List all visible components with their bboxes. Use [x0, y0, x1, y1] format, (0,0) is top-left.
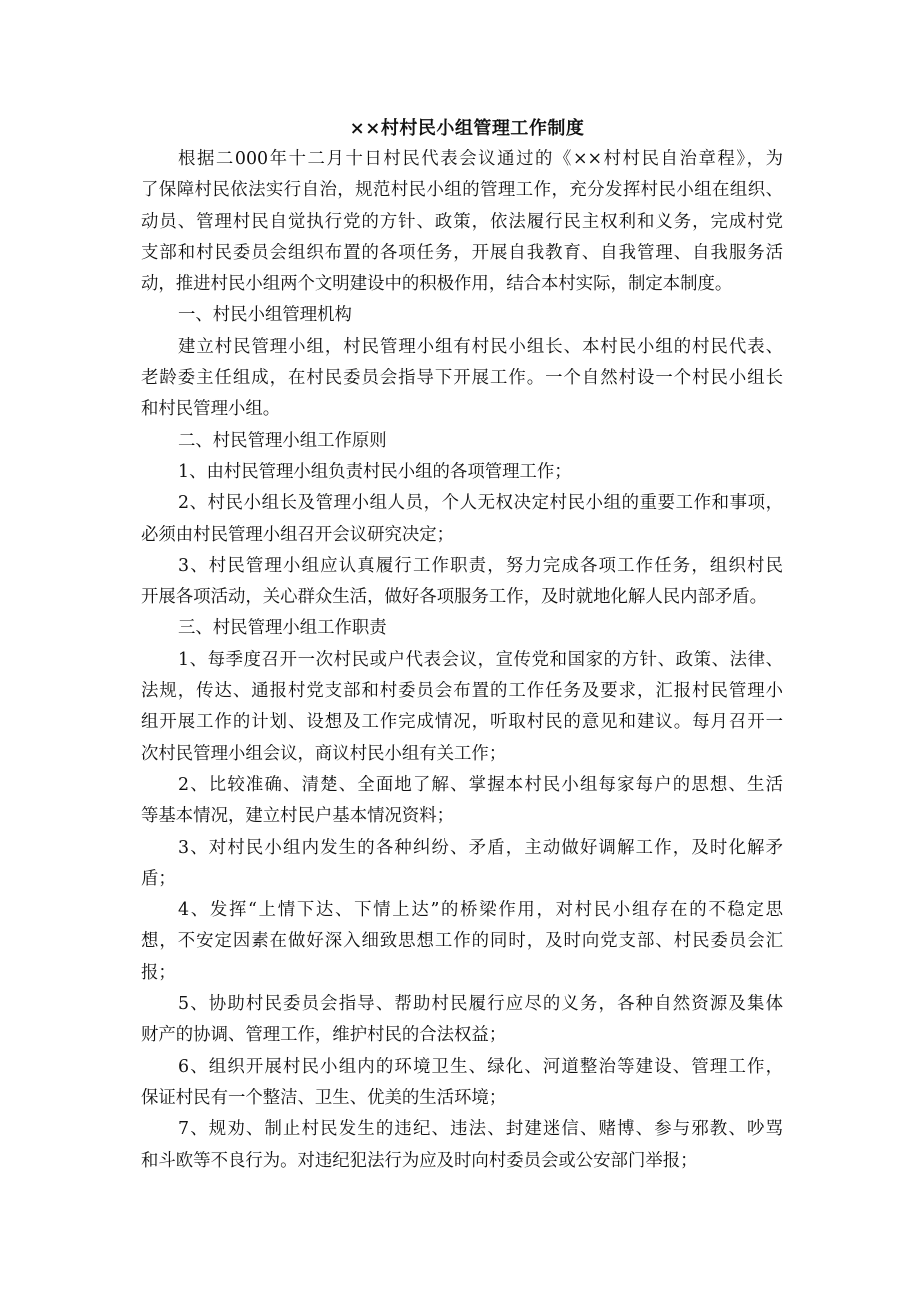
paragraph: [141, 457, 783, 488]
text-line: 组开展工作的计划、设想及工作完成情况，听取村民的意见和建议。每月召开一: [141, 712, 783, 733]
document-page: [141, 118, 783, 1177]
text-line: 5、协助村民委员会指导、帮助村民履行应尽的义务，各种自然资源及集体: [178, 994, 783, 1015]
text-line: 财产的协调、管理工作，维护村民的合法权益；: [141, 1025, 507, 1046]
text-line: 想，不安定因素在做好深入细致思想工作的同时，及时向党支部、村民委员会汇: [141, 931, 783, 952]
paragraph: [141, 989, 783, 1052]
text-line: 根据二000年十二月十日村民代表会议通过的《××村村民自治章程》，为: [178, 149, 783, 169]
text-line: 二、村民管理小组工作原则: [178, 430, 387, 451]
paragraph: [141, 1114, 783, 1177]
text-line: 保证村民有一个整洁、卫生、优美的生活环境；: [141, 1087, 507, 1108]
text-line: 老龄委主任组成，在村民委员会指导下开展工作。一个自然村设一个村民小组长: [141, 368, 783, 389]
text-line: 2、比较准确、清楚、全面地了解、掌握本村民小组每家每户的思想、生活: [178, 774, 783, 795]
text-line: 和斗欧等不良行为。对违纪犯法行为应及时向村委员会或公安部门举报；: [141, 1150, 698, 1171]
text-line: 报；: [141, 962, 176, 983]
paragraph: [141, 895, 783, 989]
paragraph: [141, 551, 783, 614]
text-line: 开展各项活动，关心群众生活，做好各项服务工作，及时就地化解人民内部矛盾。: [141, 587, 768, 608]
text-line: 6、组织开展村民小组内的环境卫生、绿化、河道整治等建设、管理工作，: [178, 1056, 783, 1077]
document-body: [141, 144, 783, 1177]
text-line: 支部和村民委员会组织布置的各项任务，开展自我教育、自我管理、自我服务活: [141, 242, 783, 263]
section-heading: [141, 613, 783, 644]
paragraph: [141, 770, 783, 833]
text-line: 必须由村民管理小组召开会议研究决定；: [141, 524, 455, 545]
text-line: 4、发挥“上情下达、下情上达”的桥梁作用，对村民小组存在的不稳定思: [178, 900, 783, 921]
text-line: 1、每季度召开一次村民或户代表会议，宣传党和国家的方针、政策、法律、: [178, 649, 783, 670]
paragraph: [141, 144, 783, 300]
text-line: 建立村民管理小组，村民管理小组有村民小组长、本村民小组的村民代表、: [178, 336, 783, 357]
paragraph: [141, 332, 783, 426]
text-line: 法规，传达、通报村党支部和村委员会布置的工作任务及要求，汇报村民管理小: [141, 681, 783, 702]
text-line: 3、村民管理小组应认真履行工作职责，努力完成各项工作任务，组织村民: [178, 555, 783, 576]
document-title: ××村村民小组管理工作制度: [349, 118, 585, 139]
text-line: 3、对村民小组内发生的各种纠纷、矛盾，主动做好调解工作，及时化解矛: [178, 837, 783, 858]
paragraph: [141, 488, 783, 551]
paragraph: [141, 1052, 783, 1115]
paragraph: [141, 645, 783, 770]
text-line: 等基本情况，建立村民户基本情况资料；: [141, 806, 455, 827]
section-heading: [141, 300, 783, 331]
text-line: 了保障村民依法实行自治，规范村民小组的管理工作，充分发挥村民小组在组织、: [141, 180, 783, 201]
text-line: 盾；: [141, 868, 176, 889]
text-line: 动，推进村民小组两个文明建设中的积极作用，结合本村实际，制定本制度。: [141, 274, 733, 295]
text-line: 7、规劝、制止村民发生的违纪、违法、封建迷信、赌博、参与邪教、吵骂: [178, 1119, 783, 1140]
text-line: 三、村民管理小组工作职责: [178, 618, 387, 639]
section-heading: [141, 426, 783, 457]
text-line: 次村民管理小组会议，商议村民小组有关工作；: [141, 743, 507, 764]
text-line: 和村民管理小组。: [141, 399, 281, 420]
text-line: 动员、管理村民自觉执行党的方针、政策，依法履行民主权利和义务，完成村党: [141, 211, 783, 232]
text-line: 1、由村民管理小组负责村民小组的各项管理工作；: [178, 461, 572, 482]
text-line: 2、村民小组长及管理小组人员，个人无权决定村民小组的重要工作和事项，: [178, 493, 783, 514]
text-line: 一、村民小组管理机构: [178, 305, 352, 326]
paragraph: [141, 833, 783, 896]
